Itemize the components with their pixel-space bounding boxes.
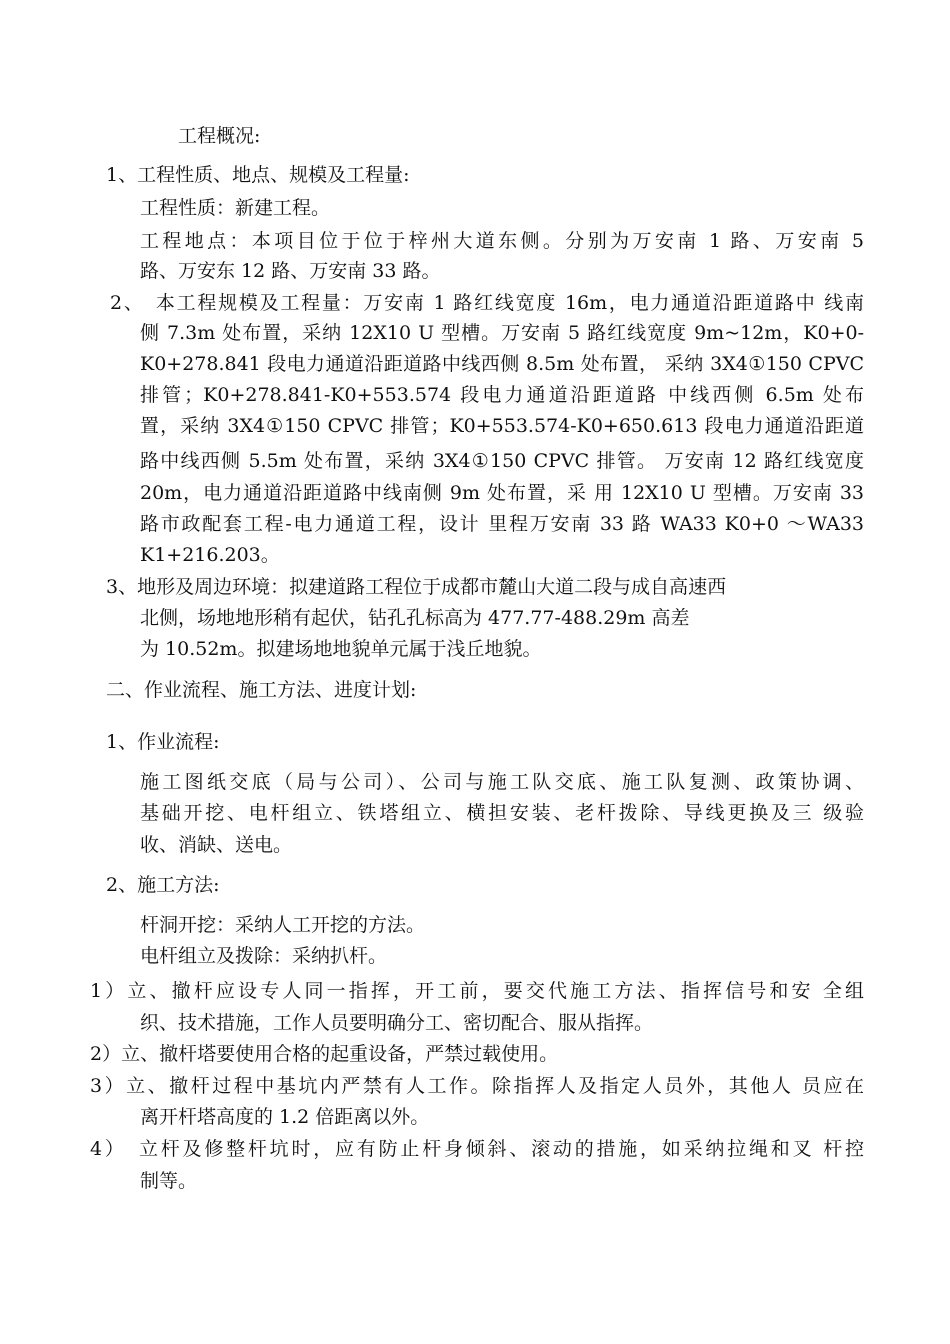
text-line: 收、消缺、送电。 [140,834,293,856]
heading-method: 2、施工方法: [106,874,220,896]
section-title-overview: 工程概况: [178,125,261,147]
section-title-workflow: 二、作业流程、施工方法、进度计划: [106,679,417,701]
text-line: 工程性质：新建工程。 [140,197,331,219]
text-line: K1+216.203。 [140,544,280,566]
text-line: 侧 7.3m 处布置，采纳 12X10 U 型槽。万安南 5 路红线宽度 9m~12m，K0+0- [140,322,864,344]
list-item: 4） 立杆及修整杆坑时，应有防止杆身倾斜、滚动的措施，如采纳拉绳和叉 杆控 [90,1138,864,1160]
heading-terrain: 3、地形及周边环境：拟建道路工程位于成都市麓山大道二段与成自高速西 [106,576,727,598]
text-line: 施工图纸交底（局与公司）、公司与施工队交底、施工队复测、政策协调、 [140,771,864,793]
text-line: 杆洞开挖：采纳人工开挖的方法。 [140,914,426,936]
list-item: 3）立、撤杆过程中基坑内严禁有人工作。除指挥人及指定人员外，其他人 员应在 [90,1075,864,1097]
text-line: 为 10.52m。拟建场地地貌单元属于浅丘地貌。 [140,638,542,660]
text-line: 置，采纳 3X4①150 CPVC 排管；K0+553.574-K0+650.613 段电力通道沿距道 [140,415,864,437]
text-line: 北侧，场地地形稍有起伏，钻孔孔标高为 477.77-488.29m 高差 [140,607,690,629]
heading-project-nature: 1、工程性质、地点、规模及工程量: [106,164,410,186]
text-line: 离开杆塔高度的 1.2 倍距离以外。 [140,1106,430,1128]
text-line: 路中线西侧 5.5m 处布置，采纳 3X4①150 CPVC 排管。 万安南 12 路红线宽度 [140,450,864,472]
text-line: 织、技术措施，工作人员要明确分工、密切配合、服从指挥。 [140,1012,654,1034]
heading-scale: 2、 本工程规模及工程量：万安南 1 路红线宽度 16m，电力通道沿距道路中 线南 [110,292,864,314]
text-line: 电杆组立及拨除：采纳扒杆。 [140,945,388,967]
text-line: 20m，电力通道沿距道路中线南侧 9m 处布置，采 用 12X10 U 型槽。万安南 33 [140,482,864,504]
text-line: 基础开挖、电杆组立、铁塔组立、横担安装、老杆拨除、导线更换及三 级验 [140,802,864,824]
text-line: K0+278.841 段电力通道沿距道路中线西侧 8.5m 处布置， 采纳 3X4①150 CPVC [140,353,864,375]
heading-workflow: 1、作业流程: [106,731,220,753]
text-line: 路、万安东 12 路、万安南 33 路。 [140,260,441,282]
text-line: 工程地点：本项目位于位于梓州大道东侧。分别为万安南 1 路、万安南 5 [140,230,864,252]
text-line: 制等。 [140,1170,198,1192]
list-item: 2）立、撤杆塔要使用合格的起重设备，严禁过载使用。 [90,1043,559,1065]
text-line: 路市政配套工程-电力通道工程，设计 里程万安南 33 路 WA33 K0+0 ～WA33 [140,513,864,535]
list-item: 1）立、撤杆应设专人同一指挥，开工前，要交代施工方法、指挥信号和安 全组 [90,980,864,1002]
text-line: 排管；K0+278.841-K0+553.574 段电力通道沿距道路 中线西侧 6.5m 处布 [140,384,864,406]
